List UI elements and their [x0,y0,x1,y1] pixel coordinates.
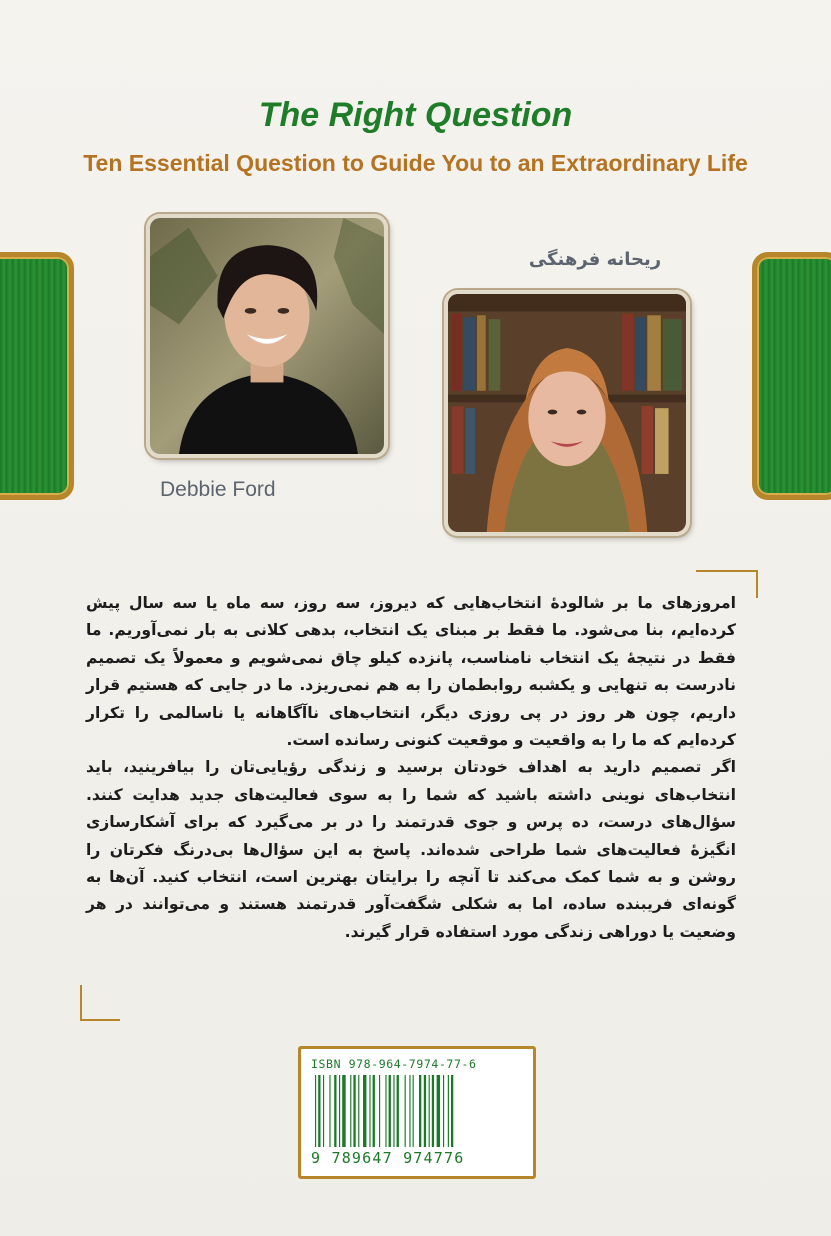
barcode-bar [419,1075,421,1147]
english-subtitle: Ten Essential Question to Guide You to an Extraordinary Life [83,150,748,176]
barcode-bar [385,1075,386,1147]
barcode-bar [389,1075,391,1147]
blurb-text [86,590,736,946]
left-green-tab [0,252,74,500]
translator-name: ریحانه فرهنگی [528,249,662,270]
barcode-bar [339,1075,340,1147]
translator-photo [444,290,690,536]
barcode-bar [353,1075,355,1147]
barcode-bar [429,1075,430,1147]
barcode-bar [448,1075,449,1147]
isbn-label: ISBN 978-964-7974-77-6 [311,1057,477,1071]
barcode-box [298,1046,536,1179]
barcode-bar [413,1075,414,1147]
english-title: The Right Question [258,96,573,134]
barcode-bar [318,1075,320,1147]
barcode-bar [329,1075,330,1147]
barcode-bar [373,1075,375,1147]
barcode-bar [432,1075,434,1147]
author-photo [146,214,388,458]
barcode-bar [334,1075,336,1147]
barcode-bars [315,1075,521,1147]
barcode-bar [437,1075,440,1147]
blurb-paragraph-1: امروزهای ما بر شالودهٔ انتخاب‌هایی که دیروز، سه روز، سه ماه یا سه سال پیش کرده‌ایم، بنا می‌شود. ما فقط بر مبنای یک انتخاب، بدهی کلانی به بار نمی‌آوریم. ما فقط در نتیجهٔ یک انتخاب نامناسب، پانزده کیلو چاق نمی‌شویم و معمولاً یک تصمیم نادرست به تنهایی و یکشبه روابطمان را به هم نمی‌ریزد. ما در جایی که هستیم قرار داریم، چون هر روز در پی روزی دیگر، انتخاب‌های ناآگاهانه یا ناسالمی را تکرار کرده‌ایم که ما را به واقعیت و موقعیت کنونی رسانده است. [86,594,736,750]
barcode-bar [323,1075,324,1147]
barcode-bar [363,1075,366,1147]
barcode-bar [350,1075,351,1147]
barcode-bar [342,1075,345,1147]
barcode-bar [393,1075,394,1147]
barcode-bar [405,1075,406,1147]
barcode-bar [451,1075,453,1147]
author-portrait-image [150,218,384,454]
barcode-bar [409,1075,410,1147]
author-name: Debbie Ford [160,478,276,501]
barcode-bar [443,1075,444,1147]
barcode-digits: 9 789647 974776 [311,1149,465,1167]
barcode-bar [315,1075,316,1147]
blurb-paragraph-2: اگر تصمیم دارید به اهداف خودتان برسید و زندگی رؤیایی‌تان را بیافرینید، باید انتخاب‌های نوینی داشته باشید که شما را به سوی فعالیت‌های جدید هدایت کنند. سؤال‌های درست، ده پرس و جوی قدرتمند را در بر می‌گیرد که برای آشکارسازی انگیزهٔ فعالیت‌های شما طراحی شده‌اند. پاسخ به این سؤال‌ها بی‌درنگ فکرتان را روشن و به شما کمک می‌کند تا آنچه را برایتان بهترین است، انتخاب کنید. آن‌ها به گونه‌ای فریبنده ساده، اما به شکلی شگفت‌آور قدرتمند هستند و می‌توانند در هر وضعیت یا دوراهی زندگی مورد استفاده قرار گیرند. [86,758,736,941]
barcode-bar [379,1075,380,1147]
right-green-tab [752,252,831,500]
translator-portrait-image [448,294,686,532]
barcode-bar [358,1075,359,1147]
corner-bracket-bottom-left [80,985,120,1021]
barcode-bar [397,1075,399,1147]
barcode-bar [369,1075,370,1147]
barcode-bar [424,1075,426,1147]
